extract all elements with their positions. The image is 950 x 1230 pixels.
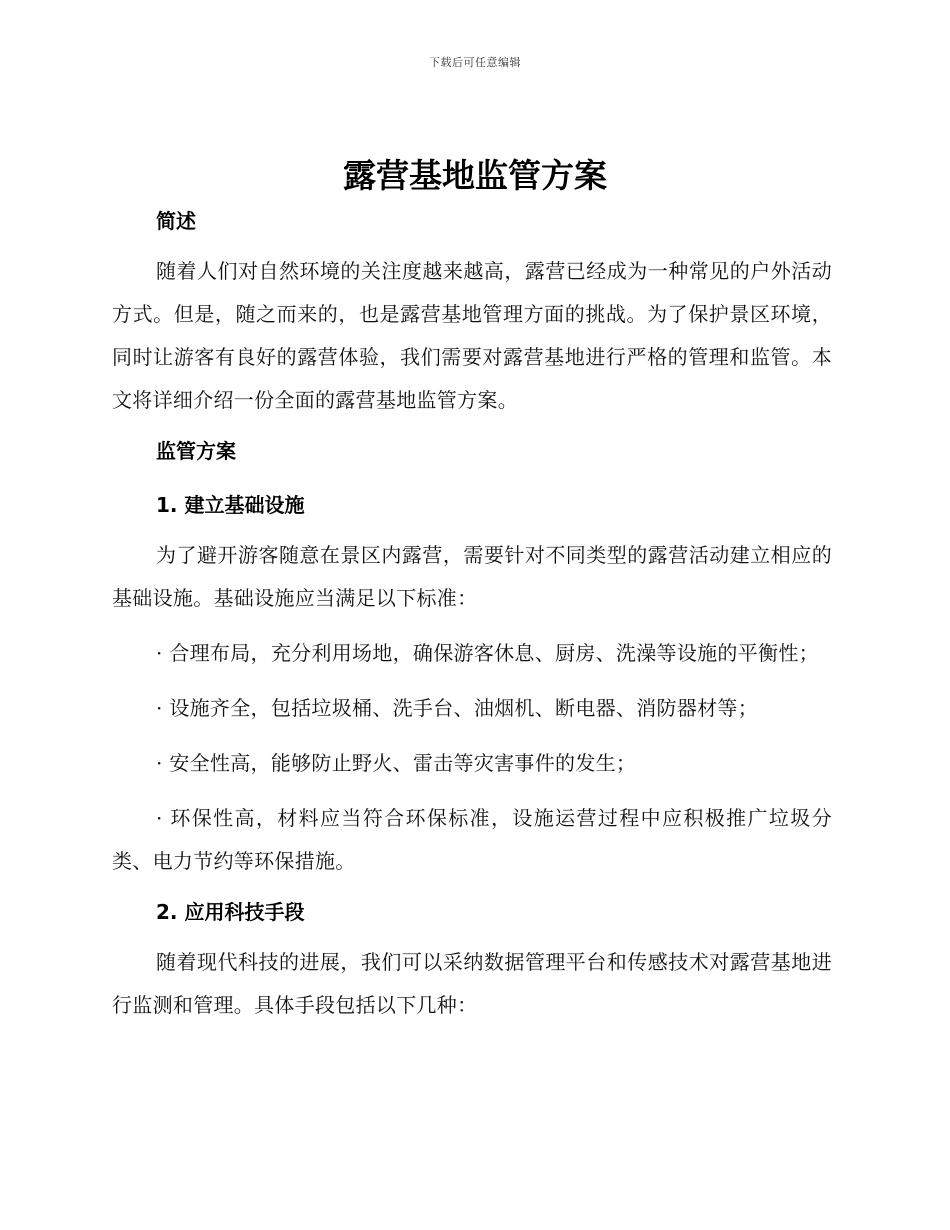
bullet-item: · 环保性高，材料应当符合环保标准，设施运营过程中应积极推广垃圾分类、电力节约等环保措施。 <box>112 806 832 873</box>
section-heading-intro: 简述 <box>156 209 196 233</box>
document-title: 露营基地监管方案 <box>343 156 607 195</box>
document-body <box>112 204 832 1027</box>
technology-paragraph: 随着现代科技的进展，我们可以采纳数据管理平台和传感技术对露营基地进行监测和管理。具体手段包括以下几种： <box>112 950 832 1017</box>
header-note: 下载后可任意编辑 <box>429 56 521 69</box>
intro-paragraph: 随着人们对自然环境的关注度越来越高，露营已经成为一种常见的户外活动方式。但是，随之而来的，也是露营基地管理方面的挑战。为了保护景区环境，同时让游客有良好的露营体验，我们需要对露营基地进行严格的管理和监管。本文将详细介绍一份全面的露营基地监管方案。 <box>112 259 832 412</box>
bullet-item: · 设施齐全，包括垃圾桶、洗手台、油烟机、断电器、消防器材等； <box>156 696 759 720</box>
sub-heading-infrastructure: 1. 建立基础设施 <box>156 493 305 517</box>
bullet-item: · 安全性高，能够防止野火、雷击等灾害事件的发生； <box>156 751 637 775</box>
sub-heading-technology: 2. 应用科技手段 <box>156 900 305 924</box>
bullet-item: · 合理布局，充分利用场地，确保游客休息、厨房、洗澡等设施的平衡性； <box>156 641 819 665</box>
infrastructure-paragraph: 为了避开游客随意在景区内露营，需要针对不同类型的露营活动建立相应的基础设施。基础设施应当满足以下标准： <box>112 543 832 610</box>
section-heading-plan: 监管方案 <box>156 439 236 463</box>
